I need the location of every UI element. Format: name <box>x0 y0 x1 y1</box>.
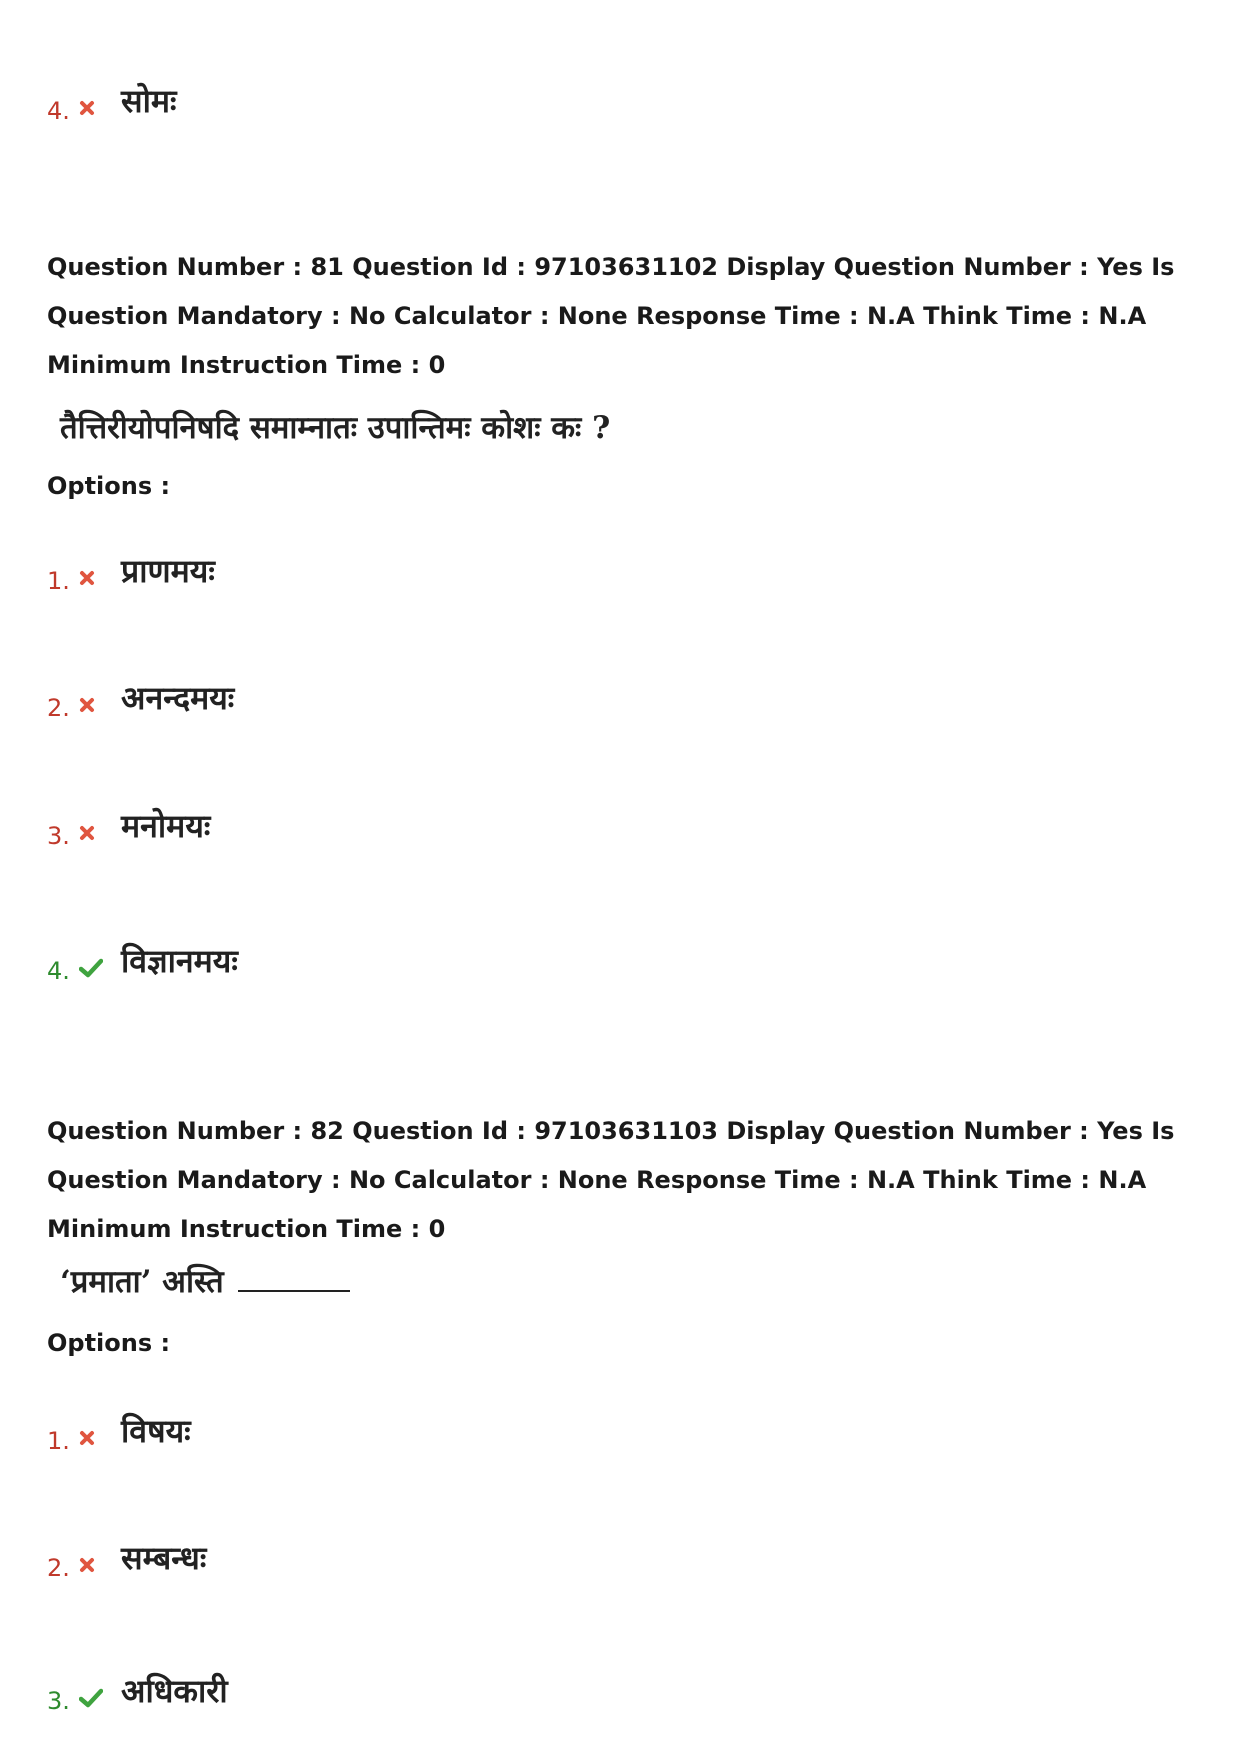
check-icon <box>79 958 109 978</box>
question-text: तैत्तिरीयोपनिषदि समाम्नातः उपान्तिमः कोशः कः ? <box>60 410 611 446</box>
cross-icon <box>79 825 109 841</box>
question-header: Question Number : 81 Question Id : 97103631102 Display Question Number : Yes Is Question Mandatory : No Calculator : None Response Time : N.A Think Time : N.A Minimum Instruction Time : 0 <box>47 253 1175 379</box>
option-item <box>47 540 215 600</box>
option-item <box>47 795 210 855</box>
cross-icon <box>79 100 109 116</box>
option-text: अनन्दमयः <box>121 678 235 717</box>
option-number: 1. <box>47 1427 70 1455</box>
check-icon <box>79 1688 109 1708</box>
option-number: 3. <box>47 1687 70 1715</box>
option-item <box>47 667 234 727</box>
option-number: 1. <box>47 567 70 595</box>
option-number: 2. <box>47 1554 70 1582</box>
option-number: 3. <box>47 822 70 850</box>
cross-icon <box>79 1557 109 1573</box>
cross-icon <box>79 1430 109 1446</box>
cross-icon <box>79 697 109 713</box>
option-number: 4. <box>47 957 70 985</box>
option-text: प्राणमयः <box>121 551 215 590</box>
option-text: विज्ञानमयः <box>121 941 238 980</box>
option-item <box>47 1660 228 1720</box>
options-label: Options : <box>47 472 171 500</box>
option-item <box>47 930 238 990</box>
option-item <box>47 70 177 130</box>
option-text: सम्बन्धः <box>121 1538 207 1577</box>
option-number: 4. <box>47 97 70 125</box>
option-number: 2. <box>47 694 70 722</box>
question-header: Question Number : 82 Question Id : 97103631103 Display Question Number : Yes Is Question Mandatory : No Calculator : None Response Time : N.A Think Time : N.A Minimum Instruction Time : 0 <box>47 1117 1175 1243</box>
option-item <box>47 1400 191 1460</box>
answer-blank <box>238 1264 350 1292</box>
option-item <box>47 1527 206 1587</box>
option-text: सोमः <box>121 81 177 120</box>
option-text: मनोमयः <box>121 806 211 845</box>
question-text <box>60 1260 350 1302</box>
option-text: अधिकारी <box>121 1671 228 1710</box>
options-label: Options : <box>47 1329 171 1357</box>
cross-icon <box>79 570 109 586</box>
question-text-content: ‘प्रमाता’ अस्ति <box>60 1264 224 1300</box>
option-text: विषयः <box>121 1411 191 1450</box>
